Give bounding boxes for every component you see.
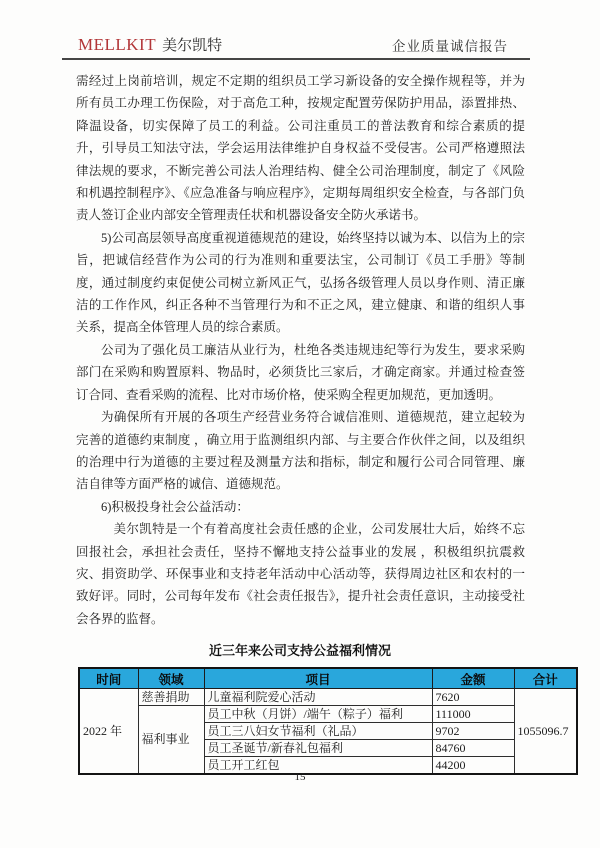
table-row bbox=[79, 689, 577, 706]
body-paragraph: 5)公司高层领导高度重视道德规范的建设，始终坚持以诚为本、以信为上的宗旨，把诚信经营作为公司的行为准则和重要法宝，公司制订《员工手册》等制度，通过制度约束促使公司树立新风正气，弘扬各级管理人员以身作则、清正廉洁的工作作风，纠正各种不当管理行为和不正之风，建立健康、和谐的组织人事关系，提高全体管理人员的综合素质。 bbox=[76, 230, 525, 335]
amount-cell: 7620 bbox=[432, 689, 514, 706]
page-number: 15 bbox=[294, 771, 306, 783]
body-paragraph: 需经过上岗前培训，规定不定期的组织员工学习新设备的安全操作规程等，并为所有员工办理工伤保险，对于高危工种，按规定配置劳保防护用品，添置排热、降温设备，切实保障了员工的利益。公司注重员工的普法教育和综合素质的提升，引导员工知法守法，学会运用法律维护自身权益不受侵害。公司严格遵照法律法规的要求，不断完善公司法人治理结构、健全公司治理制度，制定了《风险和机遇控制程序》、《应急准备与响应程序》，定期每周组织安全检查，与各部门负责人签订企业内部安全管理责任状和机器设备安全防火承诺书。 bbox=[76, 74, 525, 223]
table-header-cell: 金额 bbox=[432, 668, 514, 689]
project-cell: 员工三八妇女节福利（礼品） bbox=[204, 723, 432, 740]
table-body bbox=[79, 689, 577, 775]
field-cell: 慈善捐助 bbox=[138, 689, 204, 706]
page-header bbox=[62, 0, 530, 60]
project-cell: 员工中秋（月饼）/端午（粽子）福利 bbox=[204, 706, 432, 723]
table-row bbox=[79, 706, 577, 723]
amount-cell: 9702 bbox=[432, 723, 514, 740]
welfare-table-section bbox=[0, 640, 600, 775]
welfare-table bbox=[78, 667, 578, 775]
table-title: 近三年来公司支持公益福利情况 bbox=[208, 643, 391, 658]
table-header-cell: 合计 bbox=[514, 668, 577, 689]
logo-chinese-text: 美尔凯特 bbox=[162, 38, 223, 54]
table-header-cell: 项目 bbox=[204, 668, 432, 689]
total-cell: 1055096.7 bbox=[514, 689, 577, 775]
year-cell: 2022 年 bbox=[79, 689, 138, 775]
document-title: 企业质量诚信报告 bbox=[392, 39, 508, 54]
logo-english-text: MELLKIT bbox=[78, 35, 157, 54]
project-cell: 员工圣诞节/新春礼包福利 bbox=[204, 740, 432, 757]
table-header-cell: 时间 bbox=[79, 668, 138, 689]
body-paragraph: 6)积极投身社会公益活动： bbox=[101, 499, 249, 514]
table-header-row bbox=[79, 668, 577, 689]
project-cell: 员工开工红包 bbox=[204, 757, 432, 775]
company-logo bbox=[62, 34, 222, 55]
field-cell: 福利事业 bbox=[138, 706, 204, 775]
amount-cell: 44200 bbox=[432, 757, 514, 775]
project-cell: 儿童福利院爱心活动 bbox=[204, 689, 432, 706]
body-paragraph: 美尔凯特是一个有着高度社会责任感的企业，公司发展壮大后，始终不忘回报社会，承担社会责任，坚持不懈地支持公益事业的发展 ，积极组织抗震救灾、捐资助学、环保事业和支持老年活动中心活动等，获得周边社区和农村的一致好评。同时，公司每年发布《社会责任报告》，提升社会责任意识，主动接受社会各界的监督。 bbox=[76, 522, 525, 626]
amount-cell: 111000 bbox=[432, 706, 514, 723]
body-text-block bbox=[76, 70, 525, 630]
amount-cell: 84760 bbox=[432, 740, 514, 757]
body-paragraph: 为确保所有开展的各项生产经营业务符合诚信准则、道德规范，建立起较为完善的道德约束制度 ，确立用于监测组织内部、与主要合作伙伴之间，以及组织的治理中行为道德的主要过程及测量方法和指标，制定和履行公司合同管理、廉洁自律等方面严格的诚信、道德规范。 bbox=[76, 410, 525, 492]
table-header-cell: 领域 bbox=[138, 668, 204, 689]
table-head bbox=[79, 668, 577, 689]
body-paragraph: 公司为了强化员工廉洁从业行为，杜绝各类违规违纪等行为发生，要求采购部门在采购和购置原料、物品时，必须货比三家后，才确定商家。并通过检查签订合同、查看采购的流程、比对市场价格，使采购全程更加规范，更加透明。 bbox=[76, 342, 525, 402]
